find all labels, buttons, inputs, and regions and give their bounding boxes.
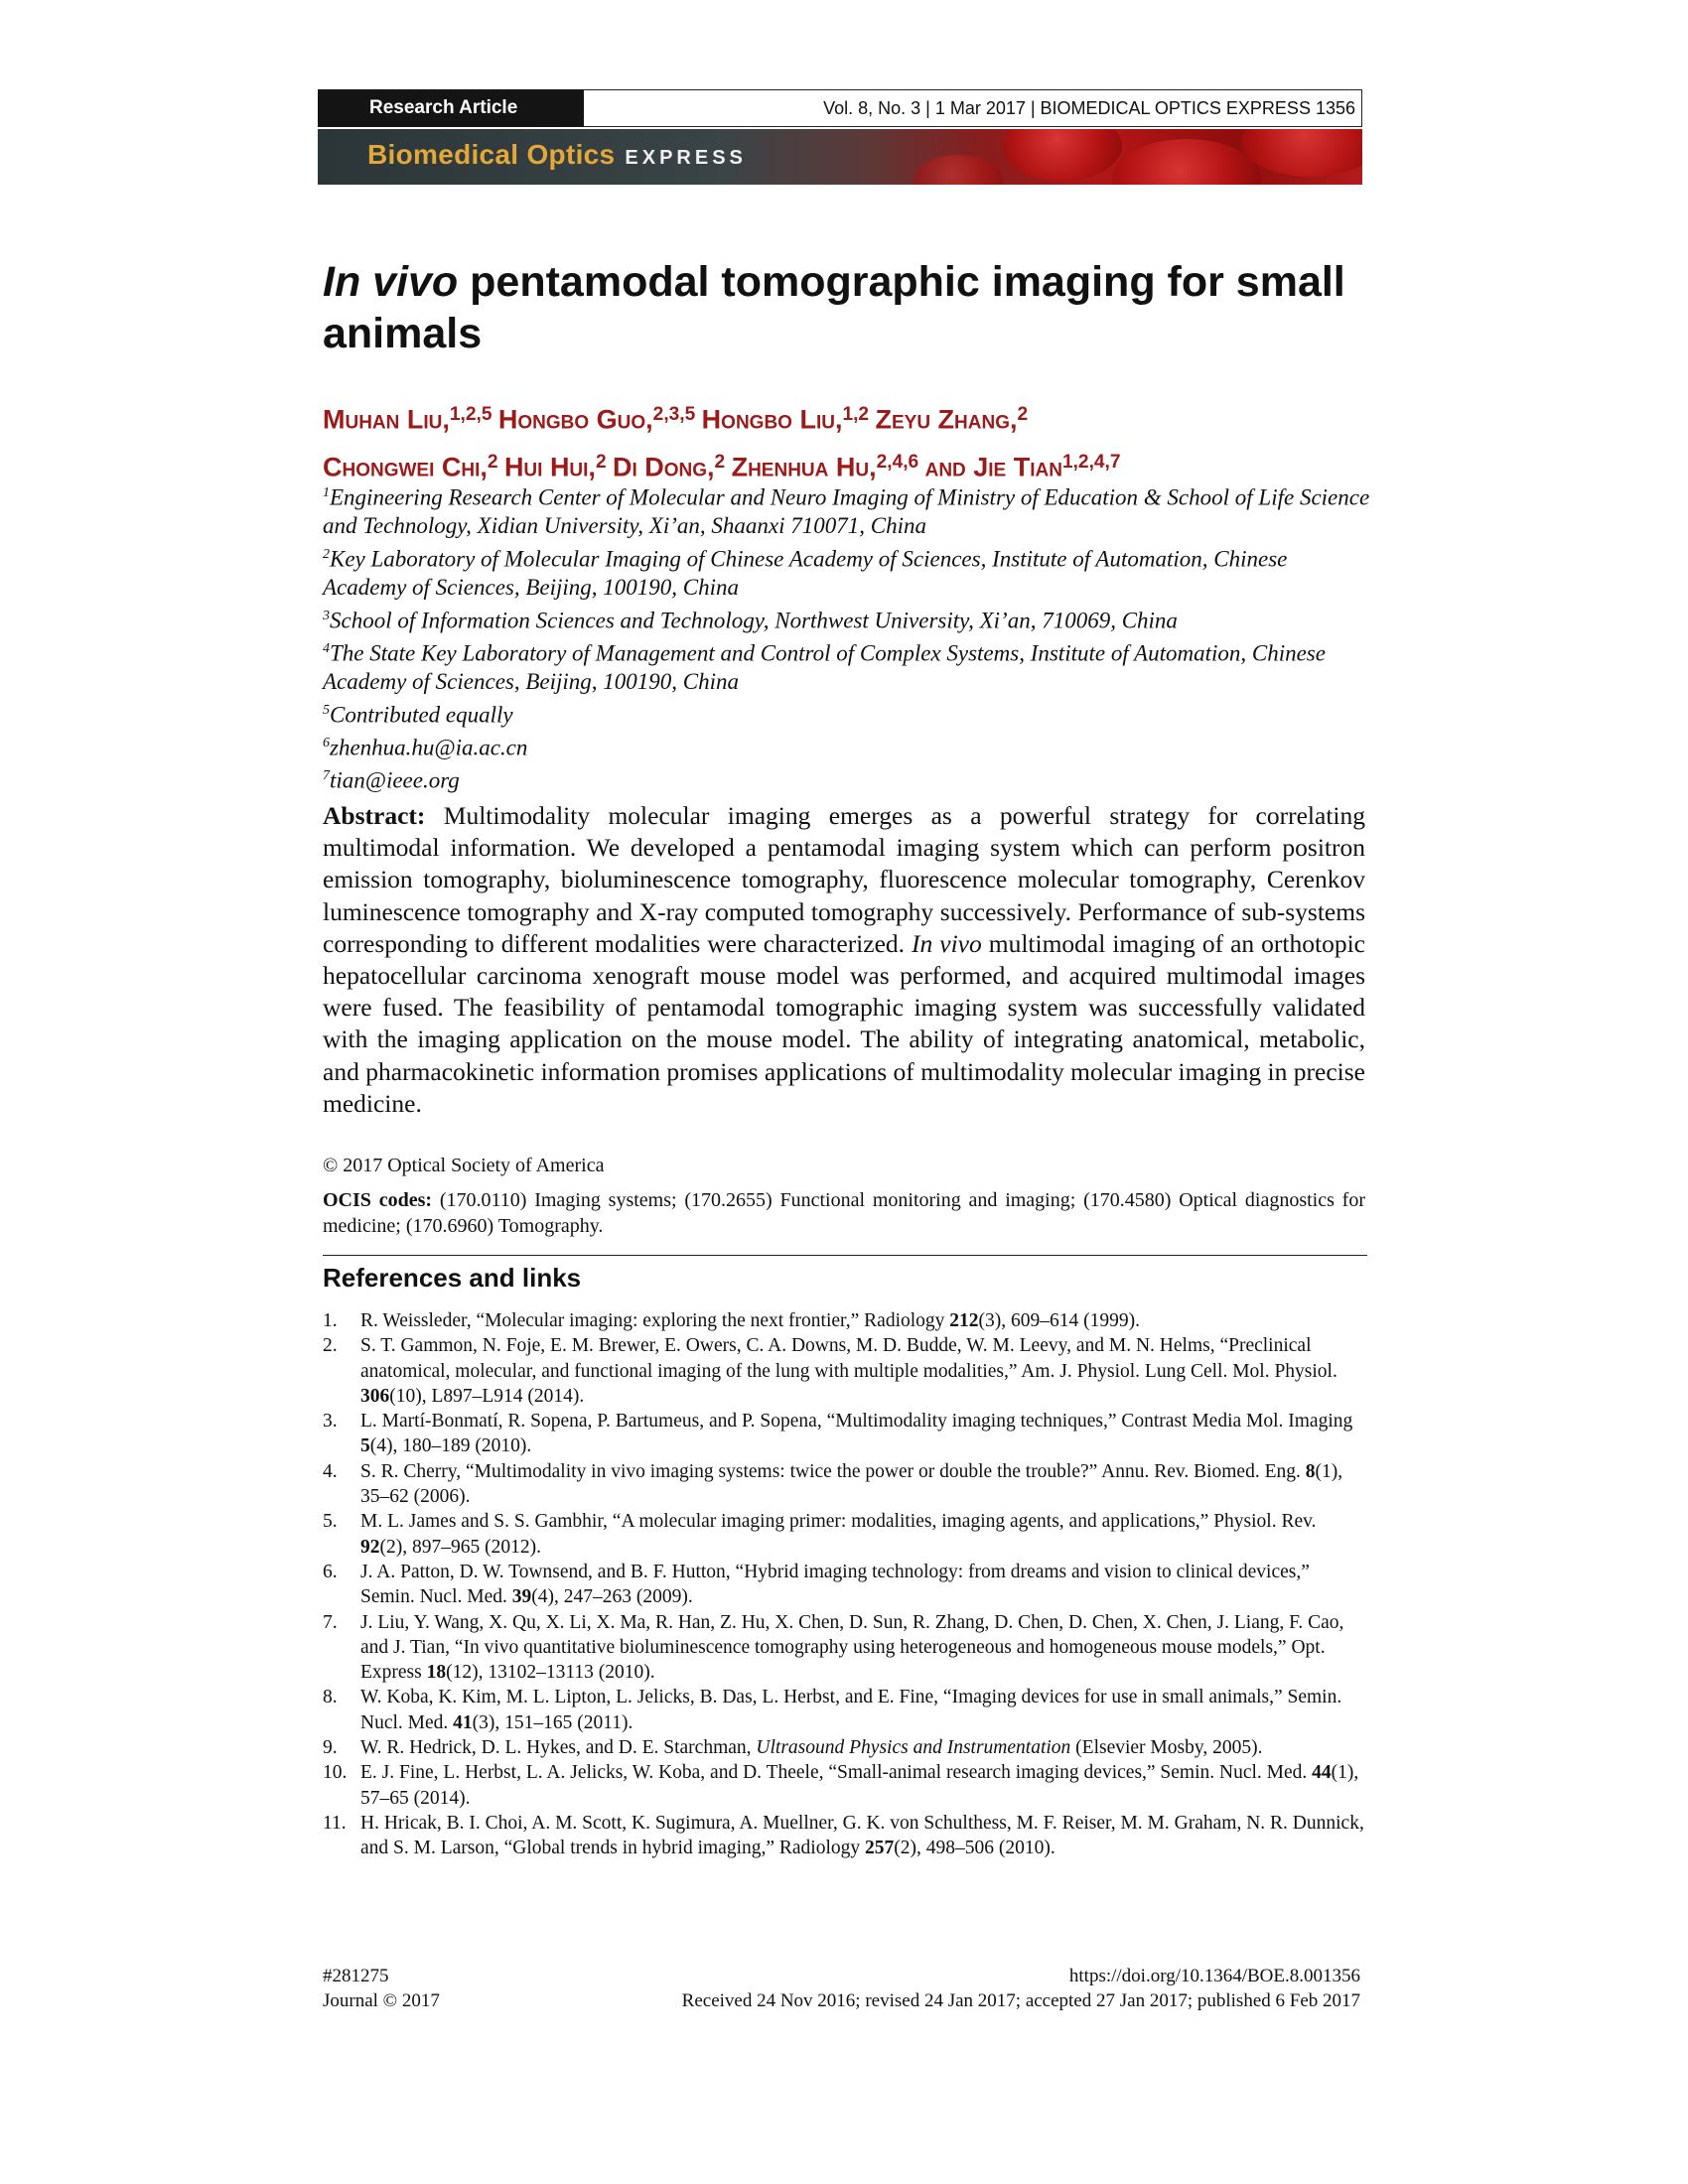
title-rest: pentamodal tomographic imaging for small animals	[323, 258, 1345, 357]
author-affiliation-marker: 2,4,6	[876, 451, 919, 473]
reference-text	[360, 1811, 1365, 1861]
blood-cell-graphic	[914, 155, 1003, 185]
article-title	[323, 256, 1365, 359]
reference-segment: J. Liu, Y. Wang, X. Qu, X. Li, X. Ma, R. Han, Z. Hu, X. Chen, D. Sun, R. Zhang, D. Chen, D. Chen, X. Chen, J. Liang, F. Cao, and J. Tian, “In vivo quantitative bioluminescence tomography using heterogeneous and homogeneous mouse models,” Opt. Express	[360, 1611, 1344, 1684]
manuscript-id: #281275	[323, 1966, 389, 1986]
reference-segment: (4), 180–189 (2010).	[369, 1435, 532, 1457]
affiliation-item	[323, 541, 1375, 603]
footer-right	[682, 1964, 1360, 2013]
reference-segment: (1), 57–65 (2014).	[360, 1762, 1359, 1809]
reference-item	[323, 1610, 1365, 1686]
author-name: Muhan Liu,	[323, 404, 450, 435]
reference-volume: 5	[360, 1435, 370, 1457]
affiliation-item	[323, 762, 1375, 795]
ocis-text: (170.0110) Imaging systems; (170.2655) Functional monitoring and imaging; (170.4580) Optical diagnostics for medicine; (170.6960) Tomography.	[323, 1189, 1365, 1237]
references-heading: References and links	[323, 1263, 582, 1293]
reference-volume: 18	[426, 1662, 447, 1684]
author-affiliation-marker: 1,2	[842, 404, 870, 425]
reference-volume: 41	[453, 1711, 473, 1733]
author-name: Hui Hui,	[503, 452, 596, 482]
affiliation-marker: 6	[323, 736, 330, 751]
reference-number: 9.	[323, 1737, 338, 1759]
reference-text	[360, 1409, 1365, 1459]
reference-segment: W. Koba, K. Kim, M. L. Lipton, L. Jelicks, B. Das, L. Herbst, and E. Fine, “Imaging devices for use in small animals,” Semin. Nucl. Med.	[360, 1687, 1342, 1733]
reference-text	[360, 1509, 1365, 1560]
reference-item	[323, 1409, 1365, 1459]
title-italic: In vivo	[323, 258, 459, 306]
reference-number: 1.	[323, 1310, 338, 1331]
reference-volume: 44	[1312, 1762, 1332, 1784]
affiliation-marker: 5	[323, 702, 330, 718]
reference-segment: (Elsevier Mosby, 2005).	[1070, 1737, 1263, 1759]
author-affiliation-marker: 2	[487, 451, 498, 473]
reference-text	[360, 1333, 1365, 1409]
journal-brand	[367, 139, 747, 171]
reference-segment: L. Martí-Bonmatí, R. Sopena, P. Bartumeus, and P. Sopena, “Multimodality imaging techniques,” Contrast Media Mol. Imaging	[360, 1411, 1353, 1433]
affiliation-text: The State Key Laboratory of Management and Control of Complex Systems, Institute of Automation, Chinese Academy of Sciences, Beijing, 100190, China	[323, 640, 1326, 695]
reference-text	[360, 1610, 1365, 1686]
author-affiliation-marker: 1,2,4,7	[1061, 451, 1121, 473]
reference-text	[360, 1685, 1365, 1735]
reference-segment: E. J. Fine, L. Herbst, L. A. Jelicks, W. Koba, and D. Theele, “Small-animal research imaging devices,” Semin. Nucl. Med.	[360, 1762, 1313, 1784]
abstract-label: Abstract:	[323, 801, 426, 830]
abstract-italic: In vivo	[912, 928, 982, 958]
reference-segment: (2), 897–965 (2012).	[379, 1536, 541, 1558]
reference-item	[323, 1509, 1365, 1560]
affiliation-item	[323, 603, 1375, 635]
affiliation-marker: 7	[323, 768, 330, 784]
reference-segment: R. Weissleder, “Molecular imaging: exploring the next frontier,” Radiology	[360, 1310, 950, 1331]
reference-item	[323, 1760, 1365, 1811]
blood-cell-graphic	[1003, 129, 1122, 181]
footer-left	[323, 1964, 440, 2013]
reference-book-title: Ultrasound Physics and Instrumentation	[756, 1737, 1071, 1759]
reference-segment: (1), 35–62 (2006).	[360, 1460, 1343, 1508]
abstract-text-1: Multimodality molecular imaging emerges as a powerful strategy for correlating multimodal information. We developed a pentamodal imaging system which can perform positron emission tomography, bioluminescence tomography, fluorescence molecular tomography, Cerenkov luminescence tomography and X-ray computed tomography successively. Performance of sub-systems corresponding to different modalities were characterized.	[323, 801, 1365, 958]
affiliation-item	[323, 730, 1375, 762]
reference-item	[323, 1308, 1365, 1333]
reference-text	[360, 1760, 1365, 1811]
reference-text	[360, 1459, 1365, 1510]
publication-dates: Received 24 Nov 2016; revised 24 Jan 2017; accepted 27 Jan 2017; published 6 Feb 2017	[681, 1990, 1360, 2011]
reference-segment: S. R. Cherry, “Multimodality in vivo imaging systems: twice the power or double the trouble?” Annu. Rev. Biomed. Eng.	[360, 1460, 1306, 1482]
journal-copyright: Journal © 2017	[323, 1990, 440, 2011]
reference-item	[323, 1459, 1365, 1510]
affiliation-marker: 2	[323, 546, 330, 562]
author-name: Zhenhua Hu,	[731, 452, 877, 482]
journal-brand-express: EXPRESS	[625, 147, 747, 169]
affiliation-item	[323, 635, 1375, 697]
reference-segment: W. R. Hedrick, D. L. Hykes, and D. E. Starchman,	[360, 1737, 757, 1759]
affiliation-text: Contributed equally	[330, 702, 513, 728]
reference-number: 3.	[323, 1411, 338, 1433]
affiliation-text: Engineering Research Center of Molecular and Neuro Imaging of Ministry of Education & School of Life Science and Technology, Xidian University, Xi’an, Shaanxi 710071, China	[323, 484, 1370, 539]
reference-segment: S. T. Gammon, N. Foje, E. M. Brewer, E. Owers, C. A. Downs, M. D. Budde, W. M. Leevy, and M. N. Helms, “Preclinical anatomical, molecular, and functional imaging of the lung with multiple modalities,” Am. J. Physiol. Lung Cell. Mol. Physiol.	[360, 1335, 1337, 1382]
reference-number: 7.	[323, 1611, 338, 1633]
reference-volume: 257	[865, 1838, 895, 1859]
reference-segment: J. A. Patton, D. W. Townsend, and B. F. Hutton, “Hybrid imaging technology: from dreams and vision to clinical devices,” Semin. Nucl. Med.	[360, 1561, 1310, 1608]
author-name: Chongwei Chi,	[323, 452, 488, 482]
reference-item	[323, 1811, 1365, 1861]
author-name: Hongbo Liu,	[701, 404, 843, 435]
issue-info: Vol. 8, No. 3 | 1 Mar 2017 | BIOMEDICAL OPTICS EXPRESS 1356	[823, 97, 1355, 118]
reference-segment: (3), 151–165 (2011).	[472, 1711, 633, 1733]
ocis-label: OCIS codes:	[323, 1189, 433, 1211]
author-affiliation-marker: 2	[595, 451, 607, 473]
reference-volume: 306	[360, 1385, 390, 1407]
reference-number: 11.	[323, 1812, 347, 1834]
affiliation-text: tian@ieee.org	[330, 767, 460, 793]
reference-list	[323, 1308, 1365, 1861]
author-affiliation-marker: 2	[1017, 404, 1029, 425]
abstract	[323, 800, 1365, 1120]
reference-volume: 212	[949, 1310, 979, 1331]
reference-volume: 39	[511, 1586, 532, 1608]
affiliation-text: zhenhua.hu@ia.ac.cn	[330, 735, 528, 760]
author-list	[323, 394, 1375, 488]
reference-segment: M. L. James and S. S. Gambhir, “A molecular imaging primer: modalities, imaging agents, and applications,” Physiol. Rev.	[360, 1511, 1317, 1533]
affiliation-marker: 1	[323, 485, 330, 500]
author-affiliation-marker: 2,3,5	[652, 404, 696, 425]
reference-segment: (10), L897–L914 (2014).	[389, 1385, 585, 1407]
copyright-line: © 2017 Optical Society of America	[323, 1155, 605, 1176]
affiliation-marker: 4	[323, 640, 330, 656]
reference-number: 5.	[323, 1511, 338, 1533]
reference-item	[323, 1685, 1365, 1735]
affiliation-list	[323, 479, 1375, 796]
reference-text	[360, 1735, 1365, 1760]
author-affiliation-marker: 1,2,5	[449, 404, 492, 425]
author-name: Zeyu Zhang,	[875, 404, 1018, 435]
affiliation-marker: 3	[323, 608, 330, 623]
reference-item	[323, 1735, 1365, 1760]
section-divider	[323, 1255, 1367, 1256]
reference-segment: (3), 609–614 (1999).	[978, 1310, 1141, 1331]
reference-item	[323, 1560, 1365, 1610]
blood-cell-graphic	[1112, 139, 1261, 185]
reference-segment: H. Hricak, B. I. Choi, A. M. Scott, K. Sugimura, A. Muellner, G. K. von Schulthess, M. F. Reiser, M. M. Graham, N. R. Dunnick, and S. M. Larson, “Global trends in hybrid imaging,” Radiology	[360, 1812, 1364, 1859]
journal-brand-name: Biomedical Optics	[367, 139, 616, 170]
reference-number: 2.	[323, 1335, 338, 1357]
affiliation-item	[323, 697, 1375, 730]
reference-number: 10.	[323, 1762, 348, 1784]
reference-segment: (2), 498–506 (2010).	[894, 1838, 1055, 1859]
reference-number: 4.	[323, 1460, 338, 1482]
reference-text	[360, 1560, 1365, 1610]
reference-segment: (12), 13102–13113 (2010).	[446, 1662, 655, 1684]
author-name: and Jie Tian	[924, 452, 1062, 482]
reference-volume: 8	[1305, 1460, 1316, 1482]
author-affiliation-marker: 2	[714, 451, 726, 473]
author-name: Hongbo Guo,	[497, 404, 653, 435]
abstract-text-2: multimodal imaging of an orthotopic hepatocellular carcinoma xenograft mouse model was performed, and acquired multimodal images were fused. The feasibility of pentamodal tomographic imaging system was successfully validated with the imaging application on the mouse model. The ability of integrating anatomical, metabolic, and pharmacokinetic information promises applications of multimodality molecular imaging in precise medicine.	[323, 928, 1365, 1118]
journal-banner	[318, 129, 1362, 185]
reference-item	[323, 1333, 1365, 1409]
affiliation-item	[323, 479, 1375, 541]
affiliation-text: Key Laboratory of Molecular Imaging of Chinese Academy of Sciences, Institute of Automation, Chinese Academy of Sciences, Beijing, 100190, China	[323, 546, 1288, 601]
author-name: Di Dong,	[612, 452, 715, 482]
doi-link[interactable]: https://doi.org/10.1364/BOE.8.001356	[1068, 1966, 1360, 1986]
reference-text	[360, 1308, 1365, 1333]
ocis-codes	[323, 1187, 1365, 1239]
reference-volume: 92	[360, 1536, 380, 1558]
article-type-label: Research Article	[318, 89, 584, 127]
reference-segment: (4), 247–263 (2009).	[531, 1586, 693, 1608]
affiliation-text: School of Information Sciences and Technology, Northwest University, Xi’an, 710069, China	[330, 608, 1178, 633]
reference-number: 6.	[323, 1561, 338, 1582]
reference-number: 8.	[323, 1687, 338, 1708]
